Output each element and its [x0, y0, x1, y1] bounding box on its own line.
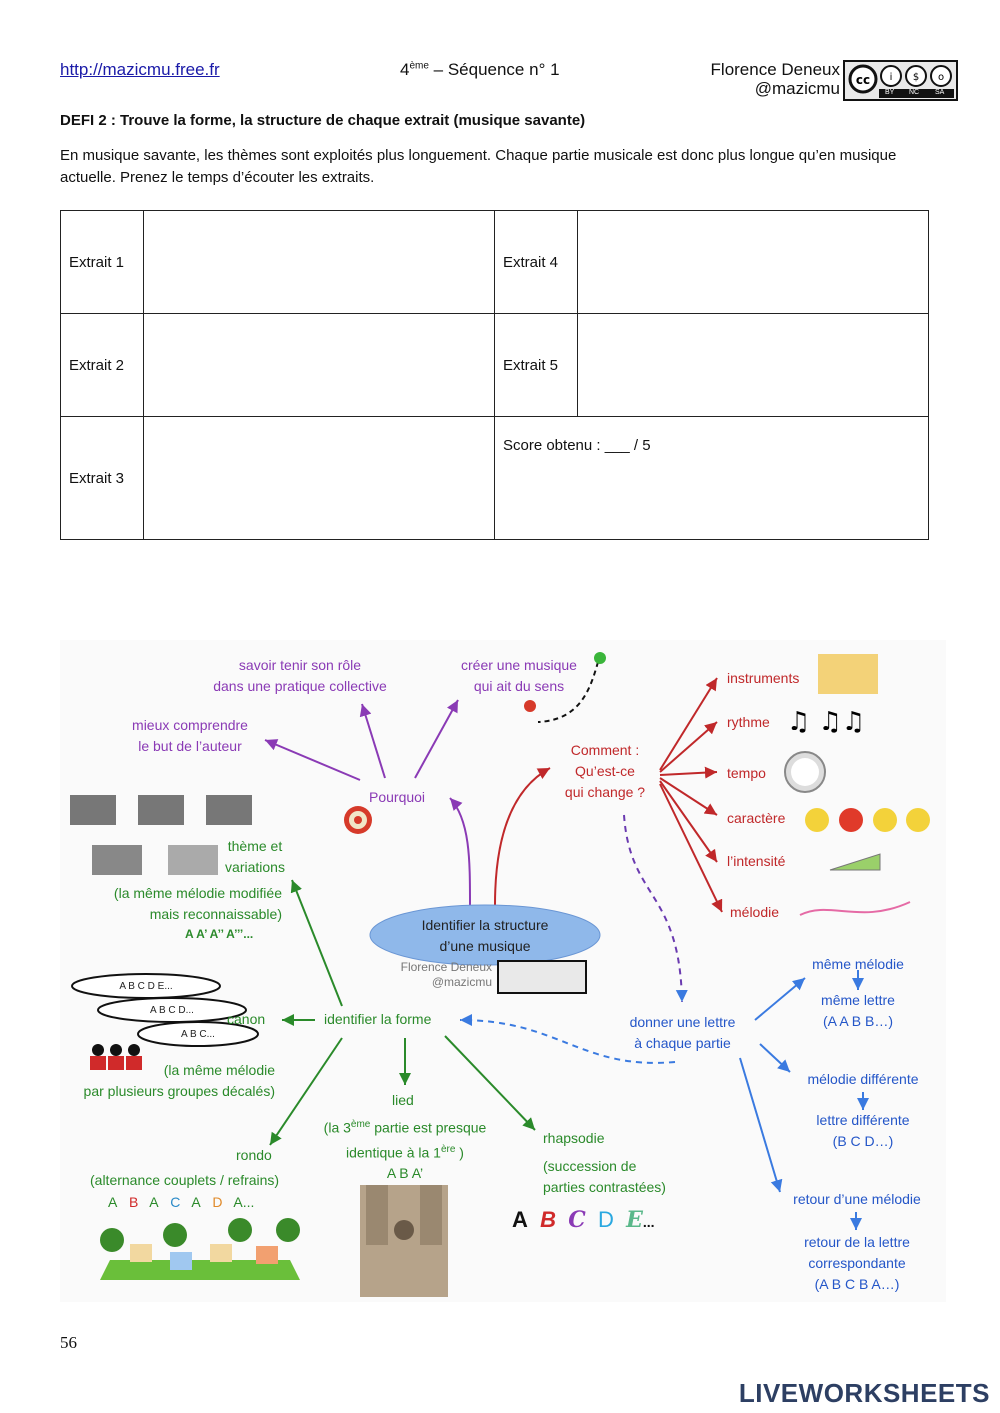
theme-line-2: variations: [225, 859, 285, 875]
form-theme: [210, 836, 300, 878]
score-cell[interactable]: Score obtenu : ___ / 5: [494, 417, 928, 540]
theme-line-1: thème et: [227, 838, 283, 854]
svg-text:cc: cc: [855, 73, 871, 87]
canon-desc-2: par plusieurs groupes décalés): [83, 1083, 275, 1099]
cc-nc: NC: [909, 89, 920, 96]
theme-letters: A A’ A’’ A’’’...: [185, 927, 254, 941]
pourquoi-auteur: [115, 715, 265, 757]
page-number: 56: [60, 1333, 77, 1352]
site-link[interactable]: http://mazicmu.free.fr: [60, 60, 220, 79]
lied-desc-1sup: ème: [350, 1119, 371, 1130]
diff-melody: mélodie différente: [807, 1071, 919, 1087]
retour-letter-2: correspondante: [808, 1255, 906, 1271]
form-rhapsodie: rhapsodie: [543, 1130, 605, 1146]
intro-text: En musique savante, les thèmes sont exploités plus longuement. Chaque partie musicale est donc plus longue qu’en musique actuelle. Prenez le temps d’écouter les extraits.: [60, 147, 897, 186]
comment-caractere: caractère: [727, 810, 786, 826]
lied-desc-2sup: ère: [440, 1143, 456, 1155]
retour-melody: retour d’une mélodie: [793, 1191, 921, 1207]
canon-bubble-3: A B C...: [181, 1029, 215, 1040]
rhapsodie-letter: C: [568, 1207, 586, 1233]
lied-desc-2: [310, 1139, 500, 1164]
theme-desc-2: mais reconnaissable): [149, 906, 282, 922]
pourquoi-role: [200, 655, 400, 697]
rhapsodie-letter: A: [512, 1207, 528, 1232]
retour-letter: [778, 1232, 936, 1295]
extrait-3-answer[interactable]: [143, 417, 494, 540]
center-author: [390, 960, 492, 990]
canon-bubble-2: A B C D...: [150, 1005, 194, 1016]
svg-text:i: i: [889, 72, 893, 83]
comment-line-3: qui change ?: [564, 784, 646, 800]
rhapsodie-letter: B: [540, 1207, 557, 1232]
auteur-line-1: mieux comprendre: [132, 717, 248, 733]
extrait-5-answer[interactable]: [577, 314, 928, 417]
extrait-4-answer[interactable]: [577, 211, 928, 314]
rhapsodie-desc-1: (succession de: [543, 1158, 637, 1174]
lied-desc-2a: identique à la 1: [346, 1144, 441, 1161]
form-lied: lied: [392, 1092, 414, 1108]
comment-line-2: Qu’est-ce: [575, 763, 635, 779]
auteur-line-2: le but de l’auteur: [138, 738, 242, 754]
liveworksheets-logo: LIVEWORKSHEETS: [738, 1378, 990, 1408]
header-sequence: [400, 60, 560, 80]
svg-text:♫ ♫♫: ♫ ♫♫: [787, 707, 866, 737]
extrait-3-label: Extrait 3: [61, 417, 144, 540]
table-row: [61, 211, 929, 314]
center-line-2: d’une musique: [439, 938, 531, 954]
cc-license-small: [497, 960, 587, 994]
cc-sa: SA: [935, 89, 945, 96]
same-melody: même mélodie: [812, 956, 904, 972]
retour-letter-1: retour de la lettre: [804, 1234, 910, 1250]
form-rondo: rondo: [236, 1147, 272, 1163]
canon-desc-1: (la même mélodie: [163, 1062, 275, 1078]
cc-by: BY: [885, 89, 895, 96]
extrait-1-answer[interactable]: [143, 211, 494, 314]
rondo-letters: [108, 1192, 254, 1213]
svg-text:$: $: [912, 72, 920, 83]
comment-melodie: mélodie: [730, 904, 780, 920]
canon-bubble-1: A B C D E...: [119, 981, 173, 992]
center-line-1: Identifier la structure: [421, 917, 549, 933]
theme-desc-1: (la même mélodie modifiée: [113, 885, 282, 901]
extrait-2-answer[interactable]: [143, 314, 494, 417]
pourquoi-node: Pourquoi: [369, 789, 426, 805]
rhapsodie-letters: [512, 1206, 655, 1236]
extrait-5-label: Extrait 5: [494, 314, 577, 417]
rhapsodie-desc-2: parties contrastées): [543, 1179, 666, 1195]
pourquoi-sens: [449, 655, 589, 697]
extrait-4-label: Extrait 4: [494, 211, 577, 314]
center-node: [395, 915, 575, 957]
retour-letter-3: (A B C B A…): [814, 1276, 900, 1292]
rondo-letter: A...: [233, 1194, 255, 1210]
defi-title: DEFI 2 : Trouve la forme, la structure de chaque extrait (musique savante): [60, 112, 586, 129]
table-row: [61, 314, 929, 417]
rondo-desc: (alternance couplets / refrains): [90, 1172, 280, 1188]
lied-desc-2b: ): [455, 1144, 464, 1161]
extrait-2-label: Extrait 2: [61, 314, 144, 417]
author-name: Florence Deneux: [710, 60, 840, 79]
center-author-name: Florence Deneux: [400, 960, 492, 974]
role-line-1: savoir tenir son rôle: [238, 657, 362, 673]
same-letter-2: (A A B B…): [822, 1013, 894, 1029]
sens-line-2: qui ait du sens: [473, 678, 565, 694]
comment-rythme: rythme: [727, 714, 770, 730]
rondo-letter: A: [108, 1194, 118, 1210]
lettre-line-1: donner une lettre: [629, 1014, 736, 1030]
rhapsodie-ellipsis: ...: [642, 1214, 655, 1230]
table-row: [61, 417, 929, 540]
header-author: [700, 60, 840, 98]
identifier-node: identifier la forme: [324, 1011, 432, 1027]
same-letter: [798, 990, 918, 1032]
lettre-node: [615, 1012, 750, 1054]
comment-instruments: instruments: [727, 670, 800, 686]
author-handle: @mazicmu: [754, 79, 840, 98]
canon-desc: [65, 1060, 275, 1102]
rondo-letter: A: [191, 1194, 201, 1210]
same-letter-1: même lettre: [821, 992, 895, 1008]
diff-letter-2: (B C D…): [832, 1133, 894, 1149]
extrait-1-label: Extrait 1: [61, 211, 144, 314]
level-sup: ème: [409, 60, 429, 72]
rhapsodie-desc: [543, 1156, 666, 1198]
svg-text:o: o: [937, 72, 945, 83]
lied-desc-1b: partie est presque: [370, 1119, 487, 1136]
lied-letters: A B A’: [386, 1165, 424, 1182]
rondo-letter: C: [170, 1194, 181, 1210]
comment-line-1: Comment :: [570, 742, 640, 758]
answer-table: [60, 210, 929, 540]
header-url[interactable]: [60, 60, 220, 80]
diff-letter-1: lettre différente: [816, 1112, 910, 1128]
rhapsodie-letter: E: [626, 1207, 643, 1233]
form-canon: canon: [227, 1011, 266, 1027]
role-line-2: dans une pratique collective: [213, 678, 387, 694]
lettre-line-2: à chaque partie: [634, 1035, 731, 1051]
mind-map: [60, 640, 946, 1302]
theme-desc: [88, 883, 282, 925]
diff-letter: [788, 1110, 938, 1152]
sens-line-1: créer une musique: [461, 657, 577, 673]
rondo-letter: A: [149, 1194, 159, 1210]
sequence-label: – Séquence n° 1: [428, 60, 560, 79]
level-base: 4: [400, 60, 410, 79]
comment-tempo: tempo: [727, 765, 766, 781]
comment-intensite: l’intensité: [727, 853, 786, 869]
rondo-letter: D: [212, 1194, 223, 1210]
lied-desc-1: [310, 1114, 500, 1139]
rondo-letter: B: [129, 1194, 139, 1210]
lied-desc: [310, 1114, 500, 1184]
comment-node: [555, 740, 655, 803]
center-author-handle: @mazicmu: [431, 975, 492, 989]
lied-desc-1a: (la 3: [323, 1119, 351, 1136]
cc-license-badge: [843, 60, 958, 101]
rhapsodie-letter: D: [598, 1207, 614, 1232]
